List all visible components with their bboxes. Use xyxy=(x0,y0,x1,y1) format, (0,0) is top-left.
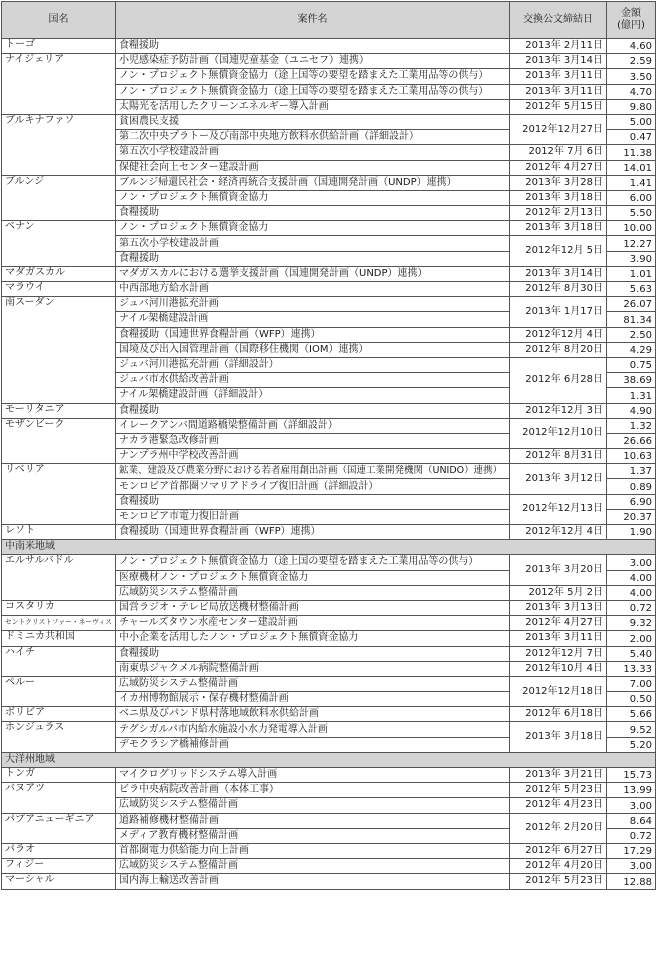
amount-cell: 15.73 xyxy=(607,768,656,783)
date-cell: 2013年 3月18日 xyxy=(510,722,607,752)
table-row xyxy=(2,39,656,54)
table-row xyxy=(2,813,656,828)
amount-cell: 0.72 xyxy=(607,600,656,615)
table-row xyxy=(2,403,656,418)
country-cell: モザンビーク xyxy=(2,418,116,464)
table-row xyxy=(2,464,656,479)
country-cell: ハイチ xyxy=(2,646,116,676)
amount-cell: 1.41 xyxy=(607,175,656,190)
header-date: 交換公文締結日 xyxy=(510,2,607,39)
date-cell: 2013年 3月14日 xyxy=(510,266,607,281)
date-cell: 2013年 2月11日 xyxy=(510,39,607,54)
date-cell: 2012年10月 4日 xyxy=(510,661,607,676)
date-cell: 2012年12月18日 xyxy=(510,676,607,706)
table-row xyxy=(2,297,656,312)
date-cell: 2012年 5月15日 xyxy=(510,99,607,114)
project-cell: ノン・プロジェクト無償資金協力（途上国等の要望を踏まえた工業用品等の供与） xyxy=(116,84,510,99)
project-cell: 広域防災システム整備計画 xyxy=(116,859,510,874)
amount-cell: 5.50 xyxy=(607,206,656,221)
country-cell: ナイジェリア xyxy=(2,54,116,115)
project-cell: 第二次中央プラトー及び南部中央地方飲料水供給計画（詳細設計） xyxy=(116,130,510,145)
project-cell: 広域防災システム整備計画 xyxy=(116,676,510,691)
amount-cell: 4.90 xyxy=(607,403,656,418)
project-cell: 国内海上輸送改善計画 xyxy=(116,874,510,889)
country-cell: ベナン xyxy=(2,221,116,267)
project-cell: 食糧援助（国連世界食糧計画（WFP）連携） xyxy=(116,327,510,342)
country-cell: フィジー xyxy=(2,859,116,874)
amount-cell: 3.50 xyxy=(607,69,656,84)
project-cell: 第五次小学校建設計画 xyxy=(116,145,510,160)
table-row xyxy=(2,631,656,646)
table-row xyxy=(2,221,656,236)
amount-cell: 1.37 xyxy=(607,464,656,479)
project-cell: ノン・プロジェクト無償資金協力（途上国等の要望を踏まえた工業用品等の供与） xyxy=(116,69,510,84)
amount-cell: 13.99 xyxy=(607,783,656,798)
project-cell: マダガスカルにおける選挙支援計画（国連開発計画（UNDP）連携） xyxy=(116,266,510,281)
amount-cell: 0.75 xyxy=(607,357,656,372)
project-cell: ジュバ河川港拡充計画 xyxy=(116,297,510,312)
project-cell: ナイル架橋建設計画 xyxy=(116,312,510,327)
amount-cell: 8.64 xyxy=(607,813,656,828)
country-cell: マダガスカル xyxy=(2,266,116,281)
project-cell: 中西部地方給水計画 xyxy=(116,282,510,297)
amount-cell: 1.32 xyxy=(607,418,656,433)
date-cell: 2012年12月13日 xyxy=(510,494,607,524)
date-cell: 2013年 3月18日 xyxy=(510,221,607,236)
project-cell: チャールズタウン水産センター建設計画 xyxy=(116,616,510,631)
amount-cell: 6.90 xyxy=(607,494,656,509)
date-cell: 2013年 3月14日 xyxy=(510,54,607,69)
project-cell: 食糧援助 xyxy=(116,403,510,418)
amount-cell: 2.00 xyxy=(607,631,656,646)
amount-cell: 1.01 xyxy=(607,266,656,281)
project-cell: ナカラ港緊急改修計画 xyxy=(116,433,510,448)
amount-cell: 81.34 xyxy=(607,312,656,327)
date-cell: 2012年 4月23日 xyxy=(510,798,607,813)
project-cell: 第五次小学校建設計画 xyxy=(116,236,510,251)
amount-cell: 20.37 xyxy=(607,509,656,524)
amount-cell: 26.07 xyxy=(607,297,656,312)
project-cell: 食糧援助 xyxy=(116,494,510,509)
date-cell: 2012年 8月30日 xyxy=(510,282,607,297)
amount-cell: 9.32 xyxy=(607,616,656,631)
table-row xyxy=(2,783,656,798)
country-cell: バヌアツ xyxy=(2,783,116,813)
table-row xyxy=(2,54,656,69)
date-cell: 2012年 2月13日 xyxy=(510,206,607,221)
date-cell: 2013年 3月11日 xyxy=(510,84,607,99)
date-cell: 2013年 1月17日 xyxy=(510,297,607,327)
date-cell: 2013年 3月28日 xyxy=(510,175,607,190)
table-body xyxy=(2,39,656,890)
project-cell: ノン・プロジェクト無償資金協力（途上国の要望を踏まえた工業用品等の供与） xyxy=(116,555,510,570)
date-cell: 2012年12月 4日 xyxy=(510,327,607,342)
date-cell: 2012年12月 7日 xyxy=(510,646,607,661)
project-cell: 食糧援助 xyxy=(116,251,510,266)
amount-cell: 2.50 xyxy=(607,327,656,342)
country-cell: リベリア xyxy=(2,464,116,525)
date-cell: 2013年 3月12日 xyxy=(510,464,607,494)
project-cell: 中小企業を活用したノン・プロジェクト無償資金協力 xyxy=(116,631,510,646)
amount-cell: 3.00 xyxy=(607,555,656,570)
project-cell: ジュバ河川港拡充計画（詳細設計） xyxy=(116,357,510,372)
country-cell: ブルキナファソ xyxy=(2,114,116,175)
region-row xyxy=(2,540,656,555)
header-project: 案件名 xyxy=(116,2,510,39)
amount-cell: 4.00 xyxy=(607,585,656,600)
table-row xyxy=(2,722,656,737)
amount-cell: 13.33 xyxy=(607,661,656,676)
amount-cell: 7.00 xyxy=(607,676,656,691)
date-cell: 2012年 8月20日 xyxy=(510,342,607,357)
date-cell: 2013年 3月11日 xyxy=(510,69,607,84)
date-cell: 2012年12月27日 xyxy=(510,114,607,144)
country-cell: セントクリストファー・ネーヴィス xyxy=(2,616,116,631)
amount-cell: 6.00 xyxy=(607,190,656,205)
date-cell: 2012年12月 4日 xyxy=(510,525,607,540)
date-cell: 2012年 4月20日 xyxy=(510,859,607,874)
country-cell: ブルンジ xyxy=(2,175,116,221)
region-row xyxy=(2,752,656,767)
project-cell: ブルンジ帰還民社会・経済再統合支援計画（国連開発計画（UNDP）連携） xyxy=(116,175,510,190)
amount-cell: 9.80 xyxy=(607,99,656,114)
header-row xyxy=(2,2,656,39)
date-cell: 2013年 3月11日 xyxy=(510,631,607,646)
project-cell: 食糧援助（国連世界食糧計画（WFP）連携） xyxy=(116,525,510,540)
table-row xyxy=(2,114,656,129)
amount-cell: 1.90 xyxy=(607,525,656,540)
country-cell: マーシャル xyxy=(2,874,116,889)
amount-cell: 10.00 xyxy=(607,221,656,236)
amount-cell: 12.88 xyxy=(607,874,656,889)
amount-cell: 5.20 xyxy=(607,737,656,752)
project-cell: ナンプラ州中学校改善計画 xyxy=(116,449,510,464)
country-cell: コスタリカ xyxy=(2,600,116,615)
table-row xyxy=(2,418,656,433)
date-cell: 2012年 5月23日 xyxy=(510,874,607,889)
header-amount-line1: 金額 xyxy=(621,8,641,19)
project-cell: 太陽光を活用したクリーンエネルギー導入計画 xyxy=(116,99,510,114)
project-cell: 南東県ジャクメル病院整備計画 xyxy=(116,661,510,676)
date-cell: 2012年 5月23日 xyxy=(510,783,607,798)
amount-cell: 5.66 xyxy=(607,707,656,722)
table-row xyxy=(2,874,656,889)
project-cell: 貧困農民支援 xyxy=(116,114,510,129)
date-cell: 2012年 4月27日 xyxy=(510,160,607,175)
country-cell: トンガ xyxy=(2,768,116,783)
country-cell: 南スーダン xyxy=(2,297,116,403)
amount-cell: 12.27 xyxy=(607,236,656,251)
header-amount-line2: (億円) xyxy=(617,20,645,31)
country-cell: レソト xyxy=(2,525,116,540)
date-cell: 2012年 8月31日 xyxy=(510,449,607,464)
project-cell: メディア教育機材整備計画 xyxy=(116,828,510,843)
date-cell: 2012年 5月 2日 xyxy=(510,585,607,600)
project-cell: マイクログリッドシステム導入計画 xyxy=(116,768,510,783)
table-row xyxy=(2,282,656,297)
country-cell: ホンジュラス xyxy=(2,722,116,752)
project-cell: 保健社会向上センター建設計画 xyxy=(116,160,510,175)
date-cell: 2012年12月10日 xyxy=(510,418,607,448)
amount-cell: 0.89 xyxy=(607,479,656,494)
amount-cell: 5.63 xyxy=(607,282,656,297)
project-cell: 食糧援助 xyxy=(116,39,510,54)
amount-cell: 3.00 xyxy=(607,798,656,813)
header-country: 国名 xyxy=(2,2,116,39)
amount-cell: 0.72 xyxy=(607,828,656,843)
date-cell: 2012年 6月28日 xyxy=(510,357,607,403)
project-cell: イレークアンバ間道路橋梁整備計画（詳細設計） xyxy=(116,418,510,433)
project-cell: 広域防災システム整備計画 xyxy=(116,585,510,600)
amount-cell: 0.47 xyxy=(607,130,656,145)
amount-cell: 26.66 xyxy=(607,433,656,448)
project-cell: 国営ラジオ・テレビ局放送機材整備計画 xyxy=(116,600,510,615)
table-row xyxy=(2,525,656,540)
amount-cell: 4.00 xyxy=(607,570,656,585)
date-cell: 2013年 3月21日 xyxy=(510,768,607,783)
table-row xyxy=(2,676,656,691)
date-cell: 2012年 4月27日 xyxy=(510,616,607,631)
amount-cell: 9.52 xyxy=(607,722,656,737)
date-cell: 2012年12月 3日 xyxy=(510,403,607,418)
amount-cell: 2.59 xyxy=(607,54,656,69)
project-cell: ジュバ市水供給改善計画 xyxy=(116,373,510,388)
amount-cell: 5.00 xyxy=(607,114,656,129)
amount-cell: 38.69 xyxy=(607,373,656,388)
project-cell: ビラ中央病院改善計画（本体工事） xyxy=(116,783,510,798)
date-cell: 2013年 3月13日 xyxy=(510,600,607,615)
table-row xyxy=(2,646,656,661)
table-row xyxy=(2,175,656,190)
country-cell: ドミニカ共和国 xyxy=(2,631,116,646)
amount-cell: 4.29 xyxy=(607,342,656,357)
aid-table xyxy=(1,1,656,890)
country-cell: マラウイ xyxy=(2,282,116,297)
project-cell: デモクラシア橋補修計画 xyxy=(116,737,510,752)
table-row xyxy=(2,707,656,722)
amount-cell: 3.90 xyxy=(607,251,656,266)
amount-cell: 1.31 xyxy=(607,388,656,403)
project-cell: 広域防災システム整備計画 xyxy=(116,798,510,813)
project-cell: ナイル架橋建設計画（詳細設計） xyxy=(116,388,510,403)
amount-cell: 11.38 xyxy=(607,145,656,160)
header-amount xyxy=(607,2,656,39)
region-label: 中南米地域 xyxy=(2,540,656,555)
project-cell: 鉱業、建設及び農業分野における若者雇用創出計画（国連工業開発機関（UNIDO）連携） xyxy=(116,464,510,479)
project-cell: モンロビア首都圏ソマリアドライブ復旧計画（詳細設計） xyxy=(116,479,510,494)
project-cell: モンロビア市電力復旧計画 xyxy=(116,509,510,524)
country-cell: ボリビア xyxy=(2,707,116,722)
date-cell: 2012年 6月18日 xyxy=(510,707,607,722)
date-cell: 2012年 2月20日 xyxy=(510,813,607,843)
country-cell: モーリタニア xyxy=(2,403,116,418)
project-cell: テグシガルパ市内給水施設小水力発電導入計画 xyxy=(116,722,510,737)
country-cell: パラオ xyxy=(2,843,116,858)
table-row xyxy=(2,616,656,631)
amount-cell: 3.00 xyxy=(607,859,656,874)
amount-cell: 10.63 xyxy=(607,449,656,464)
amount-cell: 4.70 xyxy=(607,84,656,99)
table-row xyxy=(2,859,656,874)
country-cell: ペルー xyxy=(2,676,116,706)
project-cell: ベニ県及びパンド県村落地域飲料水供給計画 xyxy=(116,707,510,722)
date-cell: 2012年 7月 6日 xyxy=(510,145,607,160)
project-cell: 医療機材ノン・プロジェクト無償資金協力 xyxy=(116,570,510,585)
table-row xyxy=(2,555,656,570)
project-cell: 首都圏電力供給能力向上計画 xyxy=(116,843,510,858)
project-cell: 食糧援助 xyxy=(116,206,510,221)
amount-cell: 4.60 xyxy=(607,39,656,54)
project-cell: 食糧援助 xyxy=(116,646,510,661)
table-row xyxy=(2,843,656,858)
project-cell: イカ州博物館展示・保存機材整備計画 xyxy=(116,692,510,707)
amount-cell: 17.29 xyxy=(607,843,656,858)
date-cell: 2013年 3月20日 xyxy=(510,555,607,585)
project-cell: ノン・プロジェクト無償資金協力 xyxy=(116,190,510,205)
date-cell: 2012年12月 5日 xyxy=(510,236,607,266)
region-label: 大洋州地域 xyxy=(2,752,656,767)
project-cell: 国境及び出入国管理計画（国際移住機関（IOM）連携） xyxy=(116,342,510,357)
date-cell: 2012年 6月27日 xyxy=(510,843,607,858)
table-row xyxy=(2,266,656,281)
country-cell: トーゴ xyxy=(2,39,116,54)
amount-cell: 14.01 xyxy=(607,160,656,175)
project-cell: 小児感染症予防計画（国連児童基金（ユニセフ）連携） xyxy=(116,54,510,69)
table-row xyxy=(2,600,656,615)
country-cell: エルサルバドル xyxy=(2,555,116,601)
amount-cell: 5.40 xyxy=(607,646,656,661)
table-row xyxy=(2,768,656,783)
country-cell: パプアニューギニア xyxy=(2,813,116,843)
project-cell: ノン・プロジェクト無償資金協力 xyxy=(116,221,510,236)
date-cell: 2013年 3月18日 xyxy=(510,190,607,205)
project-cell: 道路補修機材整備計画 xyxy=(116,813,510,828)
amount-cell: 0.50 xyxy=(607,692,656,707)
